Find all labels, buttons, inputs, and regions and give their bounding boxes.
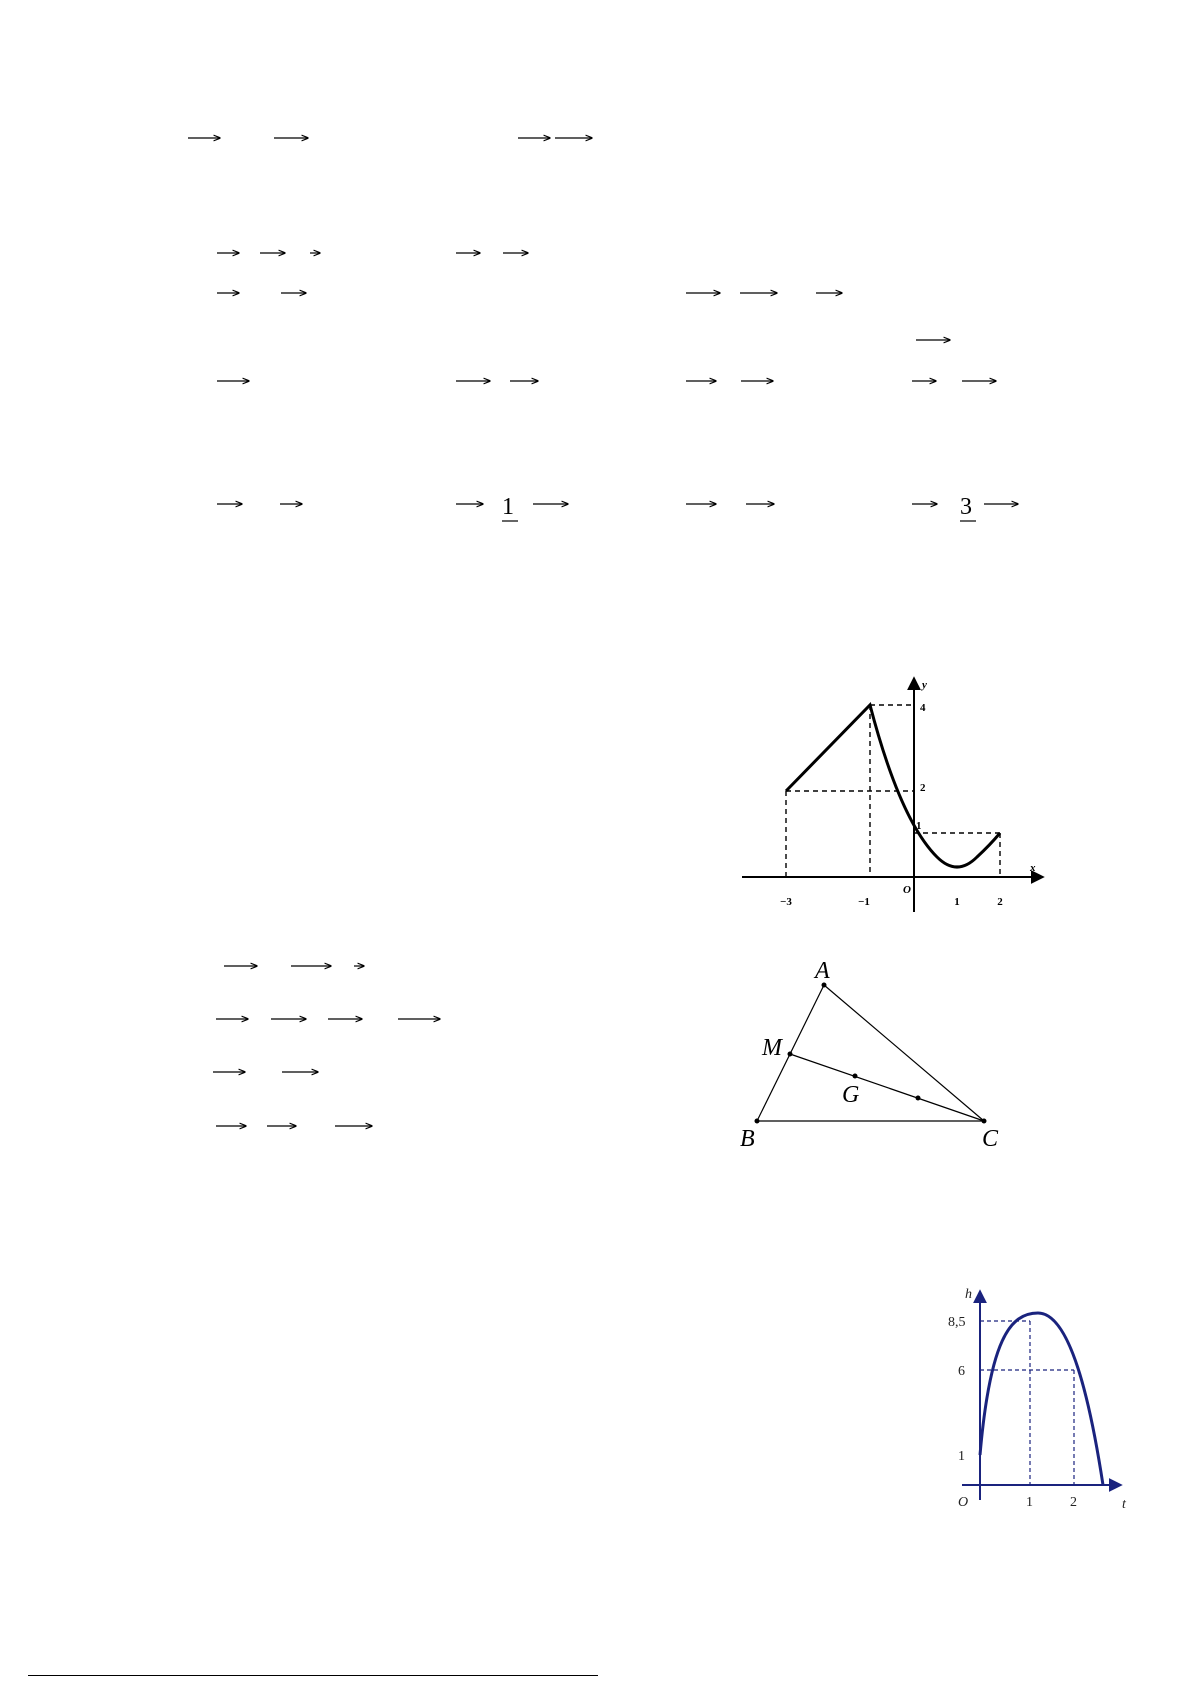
y-axis-label: h [965,1287,972,1302]
x-tick-label: 1 [1026,1495,1033,1510]
x-tick-label: 1 [954,896,960,908]
y-tick-label: 2 [920,782,926,794]
x-tick-label: 2 [997,896,1003,908]
origin-label: O [903,884,911,896]
y-tick-label: 1 [958,1449,965,1464]
label-b: B [740,1126,755,1152]
y-tick-label: 8,5 [948,1315,966,1330]
footnote-rule [28,1675,598,1676]
label-m: M [762,1035,782,1061]
y-axis-label: y [922,679,927,691]
x-axis-label: x [1030,862,1036,874]
fraction-numerator: 3 [960,494,972,520]
x-tick-label: 2 [1070,1495,1077,1510]
x-tick-label: −1 [858,896,870,908]
label-g: G [842,1082,860,1108]
y-tick-label: 4 [920,702,926,714]
x-tick-label: −3 [780,896,792,908]
label-a: A [815,958,830,984]
y-tick-label: 6 [958,1364,965,1379]
trajectory-curve [980,1313,1103,1485]
label-c: C [982,1126,999,1152]
fraction-numerator: 1 [502,494,514,520]
origin-label: O [958,1495,969,1510]
x-axis-label: t [1122,1497,1126,1512]
y-tick-label: 1 [916,820,922,832]
